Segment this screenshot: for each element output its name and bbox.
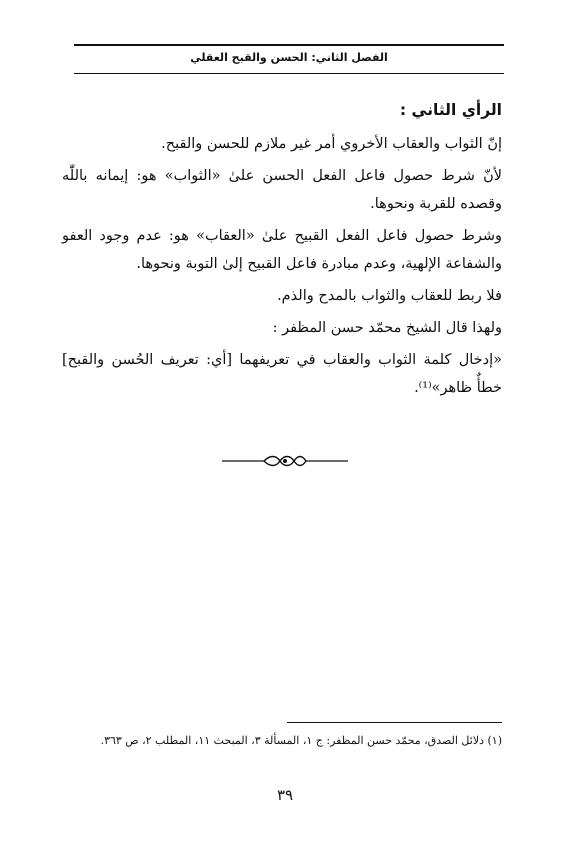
paragraph: ولهذا قال الشيخ محمّد حسن المظفر : bbox=[272, 320, 502, 336]
main-text bbox=[62, 96, 502, 406]
paragraph: وشرط حصول فاعل الفعل القبيح علىٰ «العقاب» هو: عدم وجود العفو والشفاعة الإلهية، وعدم مبادرة فاعل القبيح إلىٰ التوبة ونحوها. bbox=[62, 228, 502, 272]
paragraph: فلا ربط للعقاب والثواب بالمدح والذم. bbox=[277, 288, 502, 304]
section-divider-ornament bbox=[220, 453, 350, 469]
section-heading: الرأي الثاني : bbox=[399, 101, 502, 119]
paragraph: إنّ الثواب والعقاب الأخروي أمر غير ملازم للحسن والقبح. bbox=[161, 136, 502, 152]
footnote: (١) دلائل الصدق، محمّد حسن المظفر: ج ١، المسألة ٣، المبحث ١١، المطلب ٢، ص ٣٦٣. bbox=[100, 734, 502, 747]
footnote-rule bbox=[287, 722, 502, 723]
running-header: الفصل الثاني: الحسن والقبح العقلي bbox=[190, 51, 388, 64]
header-top-rule bbox=[74, 44, 504, 46]
header-bottom-rule bbox=[74, 73, 504, 74]
paragraph: لأنّ شرط حصول فاعل الفعل الحسن علىٰ «الثواب» هو: إيمانه باللّٰه وقصده للقربة ونحوها. bbox=[62, 168, 502, 212]
page-number: ٣٩ bbox=[276, 786, 294, 804]
quotation: «إدخال كلمة الثواب والعقاب في تعريفهما [أي: تعريف الحُسن والقبح] خطأٌ ظاهر»⁽¹⁾. bbox=[62, 352, 502, 396]
